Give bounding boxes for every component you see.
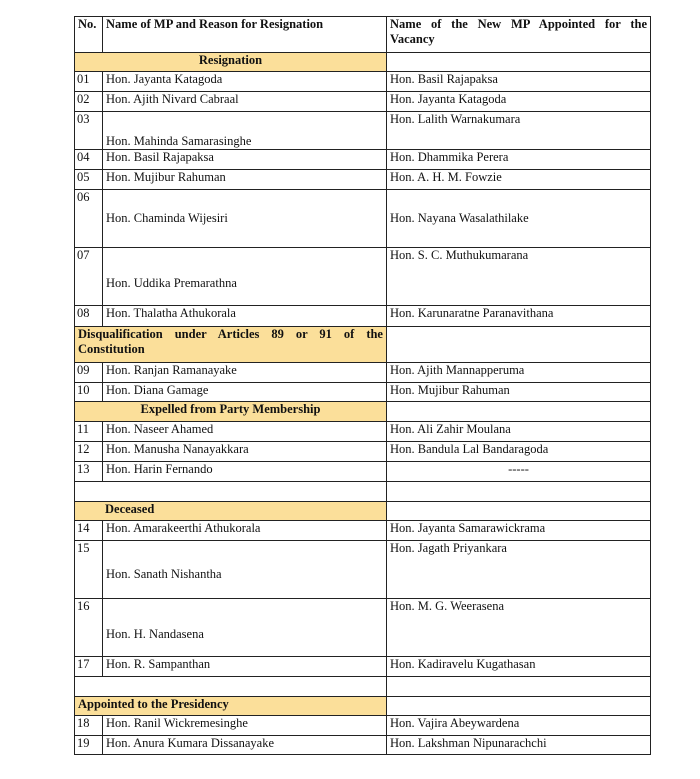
new-mp-name: Hon. M. G. Weerasena xyxy=(387,599,651,657)
new-mp-name: Hon. Dhammika Perera xyxy=(387,150,651,170)
mp-name: Hon. Naseer Ahamed xyxy=(103,422,387,442)
mp-name: Hon. Jayanta Katagoda xyxy=(103,72,387,92)
mp-vacancy-table xyxy=(74,16,651,755)
table-row xyxy=(75,72,651,92)
table-row xyxy=(75,306,651,327)
mp-name: Hon. Mahinda Samarasinghe xyxy=(103,112,387,150)
header-new-mp-line1: Name of the New MP Appointed for the xyxy=(390,17,647,31)
empty-cell xyxy=(387,677,651,697)
row-number: 08 xyxy=(75,306,103,327)
section-row-presidency xyxy=(75,697,651,716)
mp-name: Hon. Chaminda Wijesiri xyxy=(103,190,387,248)
row-number: 04 xyxy=(75,150,103,170)
mp-name: Hon. Amarakeerthi Athukorala xyxy=(103,521,387,541)
new-mp-name: Hon. S. C. Muthukumarana xyxy=(387,248,651,306)
table-row xyxy=(75,541,651,599)
empty-row xyxy=(75,482,651,502)
row-number: 07 xyxy=(75,248,103,306)
table-row xyxy=(75,736,651,755)
mp-name: Hon. R. Sampanthan xyxy=(103,657,387,677)
mp-name: Hon. Ranil Wickremesinghe xyxy=(103,716,387,736)
new-mp-name: ----- xyxy=(387,462,651,482)
row-number: 06 xyxy=(75,190,103,248)
row-number: 09 xyxy=(75,363,103,383)
new-mp-name: Hon. Jayanta Samarawickrama xyxy=(387,521,651,541)
mp-name: Hon. H. Nandasena xyxy=(103,599,387,657)
mp-name: Hon. Thalatha Athukorala xyxy=(103,306,387,327)
new-mp-name: Hon. A. H. M. Fowzie xyxy=(387,170,651,190)
row-number: 01 xyxy=(75,72,103,92)
mp-name: Hon. Ranjan Ramanayake xyxy=(103,363,387,383)
new-mp-name: Hon. Jayanta Katagoda xyxy=(387,92,651,112)
header-new-mp-line2: Vacancy xyxy=(390,32,435,46)
header-row xyxy=(75,17,651,53)
table-row xyxy=(75,190,651,248)
mp-name: Hon. Manusha Nanayakkara xyxy=(103,442,387,462)
row-number: 03 xyxy=(75,112,103,150)
table-row xyxy=(75,363,651,383)
row-number: 17 xyxy=(75,657,103,677)
section-row-expelled xyxy=(75,402,651,422)
section-title-disqualification xyxy=(75,327,387,363)
mp-name: Hon. Anura Kumara Dissanayake xyxy=(103,736,387,755)
row-number: 16 xyxy=(75,599,103,657)
table-row xyxy=(75,716,651,736)
new-mp-name: Hon. Ali Zahir Moulana xyxy=(387,422,651,442)
section-title-presidency: Appointed to the Presidency xyxy=(75,697,387,716)
table-row xyxy=(75,442,651,462)
row-number: 11 xyxy=(75,422,103,442)
row-number: 14 xyxy=(75,521,103,541)
row-number: 19 xyxy=(75,736,103,755)
table-row xyxy=(75,112,651,150)
table-row xyxy=(75,383,651,402)
new-mp-name: Hon. Ajith Mannapperuma xyxy=(387,363,651,383)
new-mp-name: Hon. Basil Rajapaksa xyxy=(387,72,651,92)
mp-name: Hon. Ajith Nivard Cabraal xyxy=(103,92,387,112)
table-row xyxy=(75,92,651,112)
new-mp-name: Hon. Lalith Warnakumara xyxy=(387,112,651,150)
new-mp-name: Hon. Bandula Lal Bandaragoda xyxy=(387,442,651,462)
section-title-resignation: Resignation xyxy=(75,53,387,72)
mp-name: Hon. Diana Gamage xyxy=(103,383,387,402)
section-row-disqualification xyxy=(75,327,651,363)
table-row xyxy=(75,599,651,657)
empty-cell xyxy=(75,677,387,697)
new-mp-name: Hon. Lakshman Nipunarachchi xyxy=(387,736,651,755)
row-number: 15 xyxy=(75,541,103,599)
table-row xyxy=(75,170,651,190)
table-row xyxy=(75,150,651,170)
table-row xyxy=(75,462,651,482)
section-title-expelled: Expelled from Party Membership xyxy=(75,402,387,422)
row-number: 12 xyxy=(75,442,103,462)
empty-cell xyxy=(387,482,651,502)
row-number: 13 xyxy=(75,462,103,482)
section-row-deceased xyxy=(75,502,651,521)
empty-cell xyxy=(387,697,651,716)
row-number: 18 xyxy=(75,716,103,736)
new-mp-name: Hon. Nayana Wasalathilake xyxy=(387,190,651,248)
mp-name: Hon. Sanath Nishantha xyxy=(103,541,387,599)
empty-cell xyxy=(75,482,387,502)
new-mp-name: Hon. Kadiravelu Kugathasan xyxy=(387,657,651,677)
mp-name: Hon. Basil Rajapaksa xyxy=(103,150,387,170)
section-title-deceased: Deceased xyxy=(75,502,387,521)
section-disqualification-line2: Constitution xyxy=(78,342,145,356)
new-mp-name: Hon. Mujibur Rahuman xyxy=(387,383,651,402)
empty-cell xyxy=(387,502,651,521)
table-row xyxy=(75,521,651,541)
mp-name: Hon. Harin Fernando xyxy=(103,462,387,482)
new-mp-name: Hon. Vajira Abeywardena xyxy=(387,716,651,736)
row-number: 10 xyxy=(75,383,103,402)
section-disqualification-line1: Disqualification under Articles 89 or 91 of the xyxy=(78,327,383,341)
empty-cell xyxy=(387,327,651,363)
header-new-mp xyxy=(387,17,651,53)
new-mp-name: Hon. Jagath Priyankara xyxy=(387,541,651,599)
empty-cell xyxy=(387,53,651,72)
mp-name: Hon. Mujibur Rahuman xyxy=(103,170,387,190)
table-row xyxy=(75,422,651,442)
empty-row xyxy=(75,677,651,697)
empty-cell xyxy=(387,402,651,422)
new-mp-name: Hon. Karunaratne Paranavithana xyxy=(387,306,651,327)
row-number: 02 xyxy=(75,92,103,112)
header-name-reason: Name of MP and Reason for Resignation xyxy=(103,17,387,53)
section-row-resignation xyxy=(75,53,651,72)
header-no: No. xyxy=(75,17,103,53)
table-row xyxy=(75,657,651,677)
row-number: 05 xyxy=(75,170,103,190)
table-row xyxy=(75,248,651,306)
mp-name: Hon. Uddika Premarathna xyxy=(103,248,387,306)
